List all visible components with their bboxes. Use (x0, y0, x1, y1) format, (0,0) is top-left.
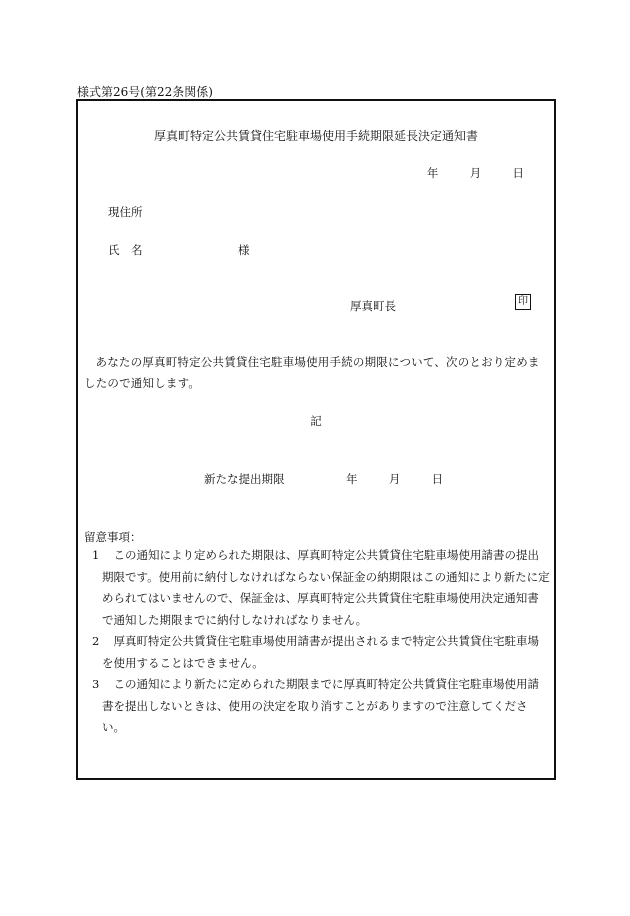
notes-list (84, 545, 550, 739)
deadline-month-label: 月 (388, 472, 401, 486)
date-month-label: 月 (469, 166, 482, 180)
note-item (84, 545, 550, 631)
note-item (84, 631, 550, 674)
notice-body: あなたの厚真町特定公共賃貸住宅駐車場使用手続の期限について、次のとおり定めましたので通知します。 (84, 355, 540, 390)
issuer-title: 厚真町長 (350, 299, 396, 313)
honorific-label: 様 (238, 243, 250, 257)
note-text: 厚真町特定公共賃貸住宅駐車場使用請書が提出されるまで特定公共賃貸住宅駐車場を使用することはできません。 (102, 634, 539, 670)
address-label: 現住所 (108, 205, 143, 219)
note-text: この通知により新たに定められた期限までに厚真町特定公共賃貸住宅駐車場使用請書を提出しないときは、使用の決定を取り消すことがありますので注意してください。 (102, 677, 539, 734)
note-text: この通知により定められた期限は、厚真町特定公共賃貸住宅駐車場使用請書の提出期限です。使用前に納付しなければならない保証金の納期限はこの通知により新たに定められてはいませんので、保証金は、厚真町特定公共賃貸住宅駐車場使用決定通知書で通知した期限までに納付しなければなりません。 (102, 548, 550, 627)
new-deadline-label: 新たな提出期限 (204, 472, 285, 486)
ki-heading: 記 (310, 414, 322, 428)
note-item (84, 674, 550, 739)
note-number: 3 (92, 677, 100, 691)
deadline-day-label: 日 (431, 472, 444, 486)
name-label: 氏 名 (108, 243, 143, 257)
new-deadline-date (346, 471, 443, 487)
seal-mark: 印 (515, 294, 531, 310)
deadline-year-label: 年 (346, 472, 358, 486)
form-number-label: 様式第26号(第22条関係) (77, 85, 213, 99)
document-title: 厚真町特定公共賃貸住宅駐車場使用手続期限延長決定通知書 (153, 129, 478, 143)
notes-heading: 留意事項： (84, 530, 142, 544)
date-day-label: 日 (512, 166, 524, 180)
note-number: 2 (92, 634, 100, 648)
date-year-label: 年 (426, 166, 439, 180)
note-number: 1 (92, 548, 100, 562)
issue-date (427, 165, 524, 181)
document-frame (76, 99, 556, 780)
